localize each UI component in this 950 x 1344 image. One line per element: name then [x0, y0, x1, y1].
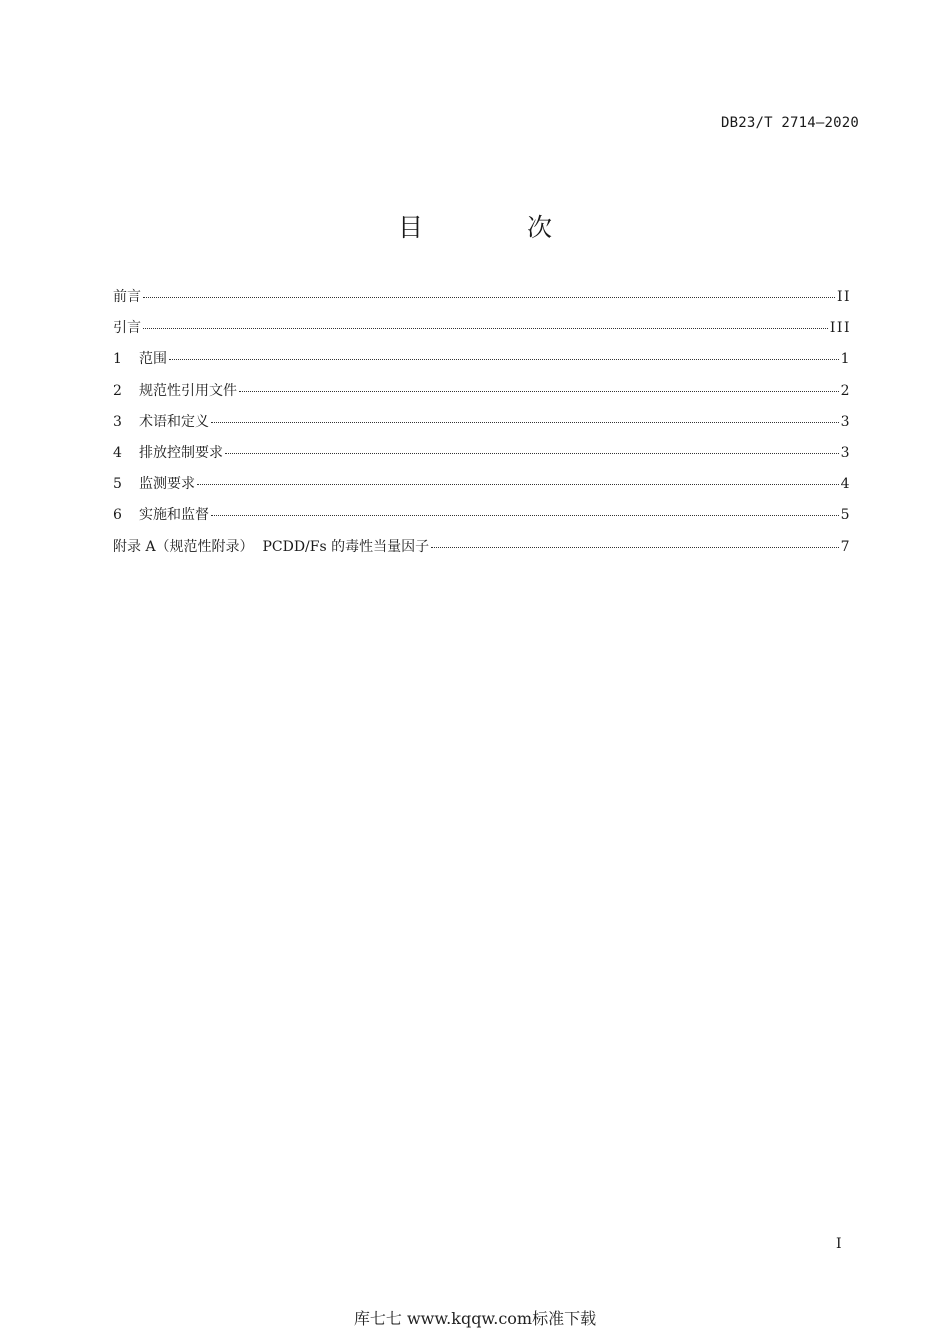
toc-entry-page: 7: [840, 538, 851, 555]
toc-entry-page: II: [836, 289, 851, 305]
page-number: I: [836, 1236, 842, 1252]
toc-entry-label: 排放控制要求: [139, 444, 223, 461]
toc-entry-number: 1: [113, 351, 122, 368]
toc-entry-number: 5: [113, 476, 122, 493]
toc-entry-label: 规范性引用文件: [139, 382, 237, 399]
toc-entry-number: 2: [113, 382, 122, 399]
toc-entry-number: 4: [113, 444, 122, 461]
toc-entry-page: 1: [840, 351, 851, 368]
toc-entry-number: 6: [113, 507, 122, 524]
toc-entry-page: 4: [840, 476, 851, 493]
toc-entry-label: 术语和定义: [139, 413, 209, 430]
dot-leader: [143, 297, 835, 298]
toc-entry-foreword[interactable]: [113, 287, 851, 318]
toc-entry-implementation[interactable]: [113, 505, 851, 536]
toc-entry-emission-control[interactable]: [113, 443, 851, 474]
toc-entry-appendix-a[interactable]: [113, 537, 851, 568]
toc-entry-label: 引言: [113, 320, 141, 337]
toc-entry-page: 5: [840, 507, 851, 524]
toc-entry-terms-definitions[interactable]: [113, 412, 851, 443]
toc-entry-label: 附录 A（规范性附录） PCDD/Fs 的毒性当量因子: [113, 538, 430, 555]
table-of-contents: [113, 287, 851, 568]
page-title: 目 次: [398, 213, 600, 242]
toc-entry-monitoring[interactable]: [113, 474, 851, 505]
toc-entry-introduction[interactable]: [113, 318, 851, 349]
toc-entry-label: 范围: [139, 351, 167, 368]
toc-entry-page: 3: [840, 444, 851, 461]
dot-leader: [211, 422, 839, 423]
dot-leader: [197, 484, 839, 485]
toc-entry-normative-references[interactable]: [113, 381, 851, 412]
dot-leader: [169, 359, 839, 360]
dot-leader: [239, 391, 839, 392]
document-code: DB23/T 2714—2020: [720, 115, 859, 131]
toc-entry-number: 3: [113, 413, 122, 430]
dot-leader: [143, 328, 828, 329]
footer-watermark-text: 库七七 www.kqqw.com标准下载: [353, 1309, 597, 1328]
toc-entry-label: 实施和监督: [139, 507, 209, 524]
toc-entry-page: 2: [840, 382, 851, 399]
dot-leader: [225, 453, 839, 454]
toc-entry-label: 前言: [113, 289, 141, 305]
toc-entry-page: 3: [840, 413, 851, 430]
toc-entry-label: 监测要求: [139, 476, 195, 493]
dot-leader: [211, 515, 839, 516]
dot-leader: [431, 547, 838, 548]
toc-entry-scope[interactable]: [113, 349, 851, 380]
toc-entry-page: III: [829, 320, 851, 337]
